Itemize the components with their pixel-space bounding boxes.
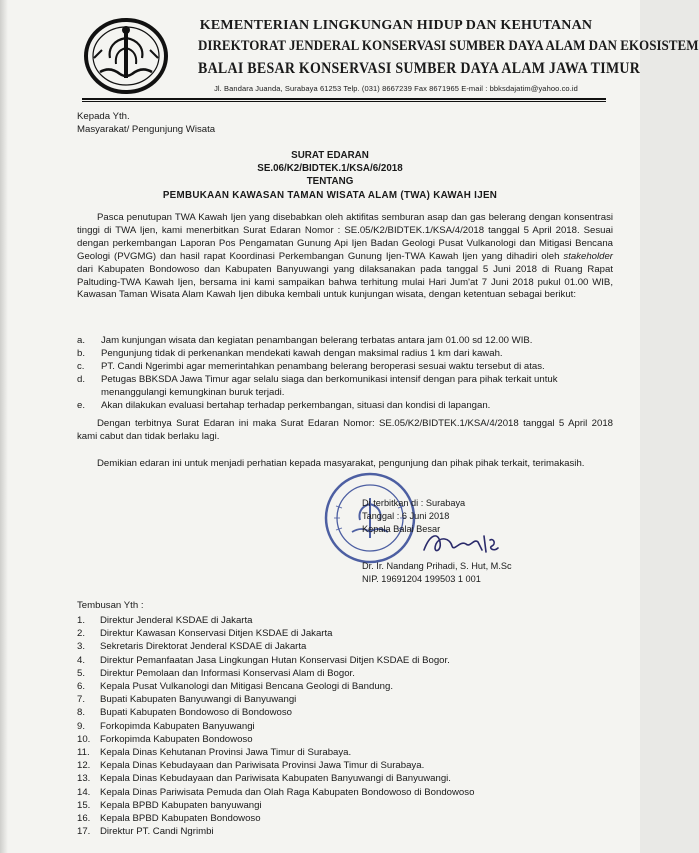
list-item: 4. Direktur Pemanfaatan Jasa Lingkungan Hutan Konservasi Ditjen KSDAE di Bogor.: [77, 654, 450, 666]
list-item: 12. Kepala Dinas Kebudayaan dan Pariwisata Provinsi Jawa Timur di Surabaya.: [77, 760, 425, 772]
letterhead-rule-thick: [82, 98, 606, 100]
ministry-logo-icon: [80, 14, 172, 98]
list-item: 10. Forkopimda Kabupaten Bondowoso: [77, 733, 253, 745]
copies-list: [77, 614, 617, 838]
list-item: 3. Sekretaris Direktorat Jenderal KSDAE di Jakarta: [77, 641, 307, 653]
list-item: 16. Kepala BPBD Kabupaten Bondowoso: [77, 813, 261, 825]
copies-heading: Tembusan Yth :: [77, 600, 144, 611]
handwritten-signature-icon: [420, 528, 500, 558]
body-paragraph-3: Demikian edaran ini untuk menjadi perhatian kepada masyarakat, pengunjung dan pihak pihak terkait, terimakasih.: [97, 458, 585, 469]
letterhead-office: BALAI BESAR KONSERVASI SUMBER DAYA ALAM JAWA TIMUR: [198, 60, 641, 77]
provisions-list: [77, 335, 617, 412]
list-item: 13. Kepala Dinas Kebudayaan dan Pariwisata Kabupaten Banyuwangi di Banyuwangi.: [77, 773, 451, 785]
body-paragraph-1-part-a: Pasca penutupan TWA Kawah Ijen yang disebabkan oleh aktifitas semburan asap dan gas belerang dengan konsentrasi tinggi di TWA Ijen, kami menerbitkan Surat Edaran Nomor : SE.05/K2/BIDTEK.1/KSA/4/2018 tanggal 5 April 2018. Sesuai dengan perkembangan Laporan Pos Pengamatan Gunung Api Ijen Badan Geologi Pusat Vulkanologi dan Mitigasi Bencana Geologi (PVGMG) dan hasil rapat Koordinasi Perkembangan Gunung Ijen-TWA Kawah Ijen yang dihadiri oleh: [77, 212, 613, 262]
letterhead-directorate: DIREKTORAT JENDERAL KONSERVASI SUMBER DAYA ALAM DAN EKOSISTEM: [198, 38, 699, 54]
signature-date: Tanggal : 6 Juni 2018: [362, 511, 450, 521]
list-item: 11. Kepala Dinas Kehutanan Provinsi Jawa Timur di Surabaya.: [77, 747, 352, 759]
list-item: 5. Direktur Pemolaan dan Informasi Konservasi Alam di Bogor.: [77, 667, 355, 679]
title-tentang: TENTANG: [306, 176, 354, 187]
signature-position: Kepala Balai Besar: [362, 524, 441, 534]
recipient-salutation: Kepada Yth.: [77, 111, 130, 122]
list-item: a. Jam kunjungan wisata dan kegiatan penambangan belerang terbatas antara jam 01.00 sd 12.00 WIB.: [77, 335, 533, 346]
body-paragraph-1-italic: stakeholder: [563, 250, 613, 262]
list-item: 9. Forkopimda Kabupaten Banyuwangi: [77, 720, 255, 732]
list-item: e. Akan dilakukan evaluasi bertahap terhadap perkembangan, situasi dan kondisi di lapangan.: [77, 399, 491, 411]
list-item: 8. Bupati Kabupaten Bondowoso di Bondowoso: [77, 707, 293, 719]
recipient-block: [77, 111, 215, 137]
list-item: 7. Bupati Kabupaten Banyuwangi di Banyuwangi: [77, 694, 297, 706]
list-item: d. Petugas BBKSDA Jawa Timur agar selalu siaga dan berkomunikasi intensif dengan para pihak terkait untuk menanggulangi kemungkinan buruk terjadi.: [77, 373, 558, 398]
body-paragraph-2: Dengan terbitnya Surat Edaran ini maka Surat Edaran Nomor: SE.05/K2/BIDTEK.1/KSA/4/2018 tanggal 5 April 2018 kami cabut dan tidak berlaku lagi.: [77, 418, 613, 442]
recipient-name: Masyarakat/ Pengunjung Wisata: [77, 123, 216, 135]
list-item: 1. Direktur Jenderal KSDAE di Jakarta: [77, 615, 253, 626]
letterhead-ministry: KEMENTERIAN LINGKUNGAN HIDUP DAN KEHUTANAN: [199, 18, 593, 33]
list-item: 2. Direktur Kawasan Konservasi Ditjen KSDAE di Jakarta: [77, 628, 333, 640]
body-paragraph-1-part-b: dari Kabupaten Bondowoso dan Kabupaten Banyuwangi yang dilaksanakan pada tanggal 5 Juni 2018 di Ruang Rapat Paltuding-TWA Kawah Ijen, bersama ini kami sampaikan bahwa terhitung mulai Hari Jum'at 7 Juni 2018 pukul 01.00 WIB, Kawasan Taman Wisata Alam Kawah Ijen dibuka kembali untuk kunjungan wisata, dengan ketentuan sebagai berikut:: [77, 263, 613, 301]
title-subject: PEMBUKAAN KAWASAN TAMAN WISATA ALAM (TWA) KAWAH IJEN: [162, 190, 498, 201]
signature-place: Di terbitkan di : Surabaya: [362, 498, 466, 508]
signatory-name: Dr. Ir. Nandang Prihadi, S. Hut, M.Sc: [362, 561, 512, 571]
title-number: SE.06/K2/BIDTEK.1/KSA/6/2018: [257, 163, 403, 174]
letterhead-rule-thin: [82, 101, 606, 102]
title-surat-edaran: SURAT EDARAN: [291, 150, 369, 161]
page-shadow-edge: [0, 0, 8, 853]
body-paragraph-1: [77, 212, 613, 302]
list-item: c. PT. Candi Ngerimbi agar memerintahkan penambang belerang beroperasi sesuai waktu tersebut di atas.: [77, 360, 545, 372]
list-item: 6. Kepala Pusat Vulkanologi dan Mitigasi Bencana Geologi di Bandung.: [77, 681, 393, 693]
letterhead-address: Jl. Bandara Juanda, Surabaya 61253 Telp. (031) 8667239 Fax 8671965 E-mail : bbksdajatim@yahoo.co.id: [214, 84, 578, 93]
list-item: 17. Direktur PT. Candi Ngrimbi: [77, 826, 214, 838]
list-item: b. Pengunjung tidak di perkenankan mendekati kawah dengan maksimal radius 1 km dari kawah.: [77, 347, 503, 359]
list-item: 15. Kepala BPBD Kabupaten banyuwangi: [77, 799, 262, 811]
signatory-nip: NIP. 19691204 199503 1 001: [362, 574, 481, 584]
list-item: 14. Kepala Dinas Pariwisata Pemuda dan Olah Raga Kabupaten Bondowoso di Bondowoso: [77, 786, 475, 798]
